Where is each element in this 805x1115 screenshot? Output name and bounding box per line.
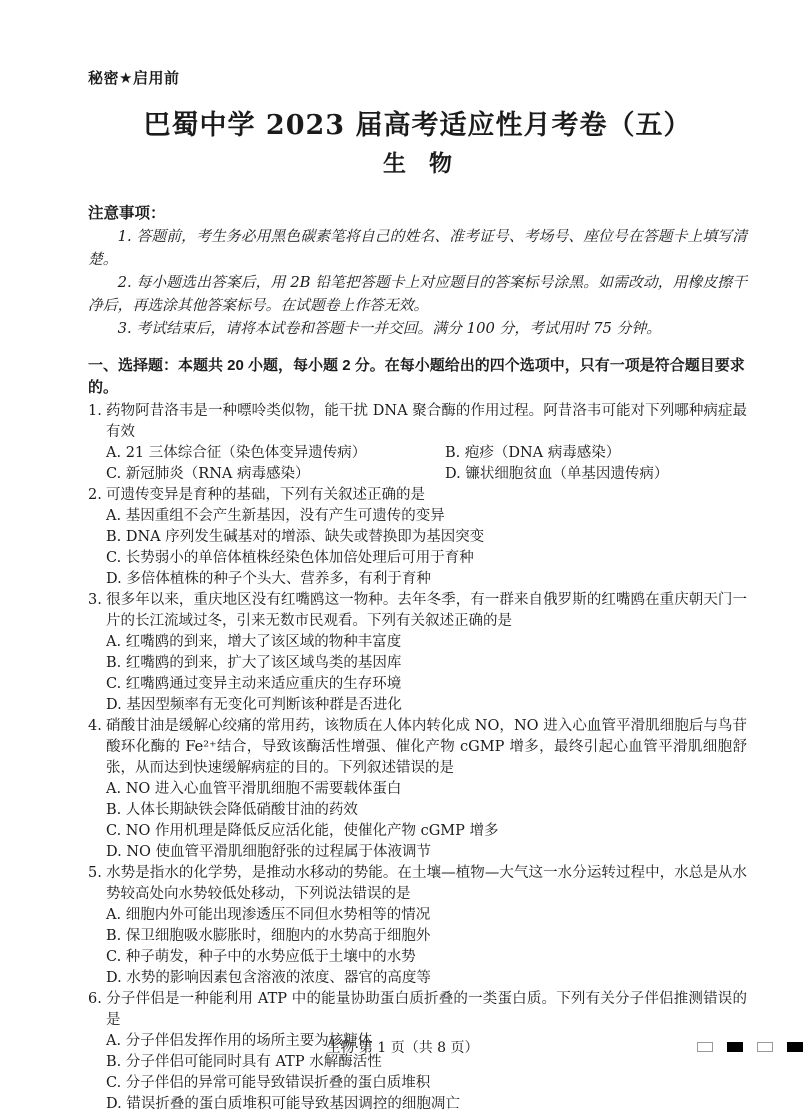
question-number: 1. [88, 403, 102, 419]
question-number: 4. [88, 718, 102, 734]
registration-marks [697, 1042, 803, 1052]
question-stem-text: 水势是指水的化学势，是推动水移动的势能。在土壤—植物—大气这一水分运转过程中，水总是从水势较高处向水势较低处移动，下列说法错误的是 [106, 865, 747, 902]
option: B. 保卫细胞吸水膨胀时，细胞内的水势高于细胞外 [106, 928, 431, 944]
option: B. 人体长期缺铁会降低硝酸甘油的药效 [106, 802, 358, 818]
option: A. 细胞内外可能出现渗透压不同但水势相等的情况 [106, 907, 431, 923]
question [88, 590, 747, 716]
option: C. 新冠肺炎（RNA 病毒感染） [106, 466, 310, 482]
question-options [88, 905, 747, 989]
option: A. NO 进入心血管平滑肌细胞不需要载体蛋白 [106, 781, 402, 797]
question [88, 863, 747, 989]
question-stem-text: 很多年以来，重庆地区没有红嘴鸥这一物种。去年冬季，有一群来自俄罗斯的红嘴鸥在重庆朝天门一片的长江流域过冬，引来无数市民观看。下列有关叙述正确的是 [106, 592, 747, 629]
subject-title: 生 物 [383, 150, 452, 177]
question-stem [88, 989, 747, 1031]
question-stem-text: 可遗传变异是育种的基础，下列有关叙述正确的是 [106, 487, 425, 503]
option: D. 多倍体植株的种子个头大、营养多，有利于育种 [106, 571, 431, 587]
question-stem [88, 716, 747, 779]
question-number: 3. [88, 592, 102, 608]
question-stem-text: 药物阿昔洛韦是一种嘌呤类似物，能干扰 DNA 聚合酶的作用过程。阿昔洛韦可能对下列哪种病症最有效 [106, 403, 747, 440]
question [88, 485, 747, 590]
option: C. 种子萌发，种子中的水势应低于土壤中的水势 [106, 949, 416, 965]
option: A. 红嘴鸥的到来，增大了该区域的物种丰富度 [106, 634, 402, 650]
option: C. 分子伴侣的异常可能导致错误折叠的蛋白质堆积 [106, 1075, 431, 1091]
option: A. 基因重组不会产生新基因，没有产生可遗传的变异 [106, 508, 445, 524]
notice-item: 2. 每小题选出答案后，用 2B 铅笔把答题卡上对应题目的答案标号涂黑。如需改动，用橡皮擦干净后，再选涂其他答案标号。在试题卷上作答无效。 [88, 274, 747, 314]
option: B. 分子伴侣可能同时具有 ATP 水解酶活性 [106, 1054, 382, 1070]
option: B. 红嘴鸥的到来，扩大了该区域鸟类的基因库 [106, 655, 402, 671]
option: B. DNA 序列发生碱基对的增添、缺失或替换即为基因突变 [106, 529, 485, 545]
question-list [88, 401, 747, 1115]
footer-row [0, 1038, 805, 1068]
page-footer: 生物·第 1 页（共 8 页） [326, 1040, 479, 1056]
question-stem [88, 590, 747, 632]
option: D. NO 使血管平滑肌细胞舒张的过程属于体液调节 [106, 844, 432, 860]
option: C. 长势弱小的单倍体植株经染色体加倍处理后可用于育种 [106, 550, 474, 566]
question [88, 716, 747, 863]
section-heading: 一、选择题：本题共 20 小题，每小题 2 分。在每小题给出的四个选项中，只有一项是符合题目要求的。 [88, 357, 745, 396]
notice-item: 3. 考试结束后，请将本试卷和答题卡一并交回。满分 100 分，考试用时 75 分钟。 [117, 320, 662, 337]
question-stem [88, 485, 747, 506]
page-title: 巴蜀中学 2023 届高考适应性月考卷（五） [143, 110, 692, 141]
question-options [88, 506, 747, 590]
option: A. 21 三体综合征（染色体变异遗传病） [106, 445, 367, 461]
classification-label: 秘密★启用前 [88, 70, 180, 87]
option: A. 分子伴侣发挥作用的场所主要为核糖体 [106, 1033, 373, 1049]
option: D. 错误折叠的蛋白质堆积可能导致基因调控的细胞凋亡 [106, 1096, 460, 1112]
option: D. 水势的影响因素包含溶液的浓度、器官的高度等 [106, 970, 431, 986]
question-stem [88, 401, 747, 443]
notice-heading: 注意事项： [88, 205, 166, 222]
option: C. 红嘴鸥通过变异主动来适应重庆的生存环境 [106, 676, 402, 692]
outline-rect-mark-icon [697, 1042, 713, 1052]
filled-rect-mark-icon [727, 1042, 743, 1052]
option: B. 疱疹（DNA 病毒感染） [445, 445, 621, 461]
question-number: 6. [88, 991, 102, 1007]
question-stem-text: 硝酸甘油是缓解心绞痛的常用药，该物质在人体内转化成 NO，NO 进入心血管平滑肌细胞后与鸟苷酸环化酶的 Fe²⁺结合，导致该酶活性增强、催化产物 cGMP 增多，最终引起心血管平滑肌细胞舒张，从而达到快速缓解病症的目的。下列叙述错误的是 [106, 718, 747, 776]
notice-list [88, 225, 747, 340]
notice-item: 1. 答题前，考生务必用黑色碳素笔将自己的姓名、准考证号、考场号、座位号在答题卡上填写清楚。 [88, 228, 747, 268]
option: D. 镰状细胞贫血（单基因遗传病） [445, 466, 669, 482]
question [88, 401, 747, 485]
notice-section [88, 202, 747, 340]
question-number: 5. [88, 865, 102, 881]
question-stem-text: 分子伴侣是一种能利用 ATP 中的能量协助蛋白质折叠的一类蛋白质。下列有关分子伴侣推测错误的是 [106, 991, 747, 1028]
option: C. NO 作用机理是降低反应活化能，使催化产物 cGMP 增多 [106, 823, 499, 839]
question-options [88, 443, 747, 485]
question-options [88, 779, 747, 863]
question-stem [88, 863, 747, 905]
filled-rect-mark-icon [787, 1042, 803, 1052]
outline-rect-mark-icon [757, 1042, 773, 1052]
question-number: 2. [88, 487, 102, 503]
option: D. 基因型频率有无变化可判断该种群是否进化 [106, 697, 402, 713]
question-options [88, 632, 747, 716]
